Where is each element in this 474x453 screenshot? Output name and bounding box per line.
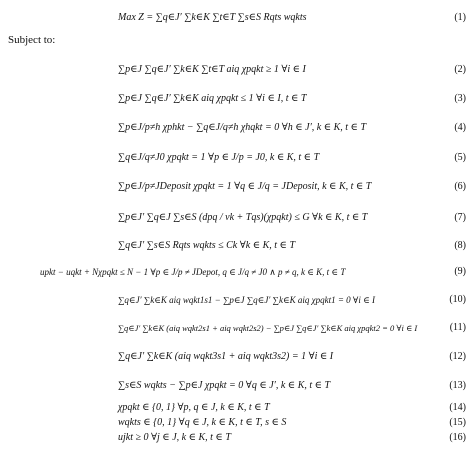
equation-text: ∑s∈S wqkts − ∑p∈J χpqkt = 0 ∀q ∈ J′, k ∈ K, t ∈ T — [118, 380, 331, 391]
equation-number: (2) — [454, 64, 466, 75]
equation-number: (10) — [449, 294, 466, 305]
equation-number: (13) — [449, 380, 466, 391]
constraint-equation — [0, 266, 474, 278]
equation-number: (15) — [449, 417, 466, 428]
equation-number: (8) — [454, 240, 466, 251]
equation-number: (1) — [454, 12, 466, 23]
equation-text: upkt − uqkt + Nχpqkt ≤ N − 1 ∀p ∈ J/p ≠ JDepot, q ∈ J/q ≠ J0 ∧ p ≠ q, k ∈ K, t ∈ T — [40, 267, 346, 277]
equation-text: ∑p∈J/p≠JDeposit χpqkt = 1 ∀q ∈ J/q = JDeposit, k ∈ K, t ∈ T — [118, 181, 372, 192]
constraint-equation — [0, 294, 474, 306]
constraint-equation — [0, 351, 474, 363]
equation-text: ∑q∈J/q≠J0 χpqkt = 1 ∀p ∈ J/p = J0, k ∈ K, t ∈ T — [118, 152, 320, 163]
constraint-equation — [0, 322, 474, 334]
equation-number: (9) — [454, 266, 466, 277]
constraint-equation — [0, 93, 474, 105]
equation-number: (3) — [454, 93, 466, 104]
subject-to-label: Subject to: — [8, 34, 56, 46]
equation-number: (16) — [449, 432, 466, 443]
constraint-equation — [0, 402, 474, 414]
equation-text: χpqkt ∈ {0, 1} ∀p, q ∈ J, k ∈ K, t ∈ T — [118, 402, 270, 413]
equation-text: ∑q∈J′ ∑k∈K (aiq wqkt3s1 + aiq wqkt3s2) = 1 ∀i ∈ I — [118, 351, 334, 362]
objective-equation — [0, 12, 474, 24]
constraint-equation — [0, 152, 474, 164]
equation-number: (11) — [449, 322, 466, 333]
equation-number: (5) — [454, 152, 466, 163]
constraint-equation — [0, 380, 474, 392]
equation-number: (4) — [454, 122, 466, 133]
constraint-equation — [0, 240, 474, 252]
equation-text: ∑q∈J′ ∑k∈K (aiq wqkt2s1 + aiq wqkt2s2) − ∑p∈J ∑q∈J′ ∑k∈K aiq χpqkt2 = 0 ∀i ∈ I — [118, 323, 418, 333]
constraint-equation — [0, 64, 474, 76]
equation-text: ∑q∈J′ ∑s∈S Rqts wqkts ≤ Ck ∀k ∈ K, t ∈ T — [118, 240, 296, 251]
constraint-equation — [0, 181, 474, 193]
equation-text: ujkt ≥ 0 ∀j ∈ J, k ∈ K, t ∈ T — [118, 432, 231, 443]
equation-number: (14) — [449, 402, 466, 413]
constraint-equation — [0, 417, 474, 429]
equation-text: Max Z = ∑q∈J′ ∑k∈K ∑t∈T ∑s∈S Rqts wqkts — [118, 12, 307, 23]
equation-text: ∑p∈J ∑q∈J′ ∑k∈K aiq χpqkt ≤ 1 ∀i ∈ I, t ∈ T — [118, 93, 307, 104]
equation-text: ∑p∈J/p≠h χphkt − ∑q∈J/q≠h χhqkt = 0 ∀h ∈ J′, k ∈ K, t ∈ T — [118, 122, 367, 133]
equation-text: wqkts ∈ {0, 1} ∀q ∈ J, k ∈ K, t ∈ T, s ∈ S — [118, 417, 287, 428]
equation-number: (7) — [454, 212, 466, 223]
equation-number: (12) — [449, 351, 466, 362]
equation-number: (6) — [454, 181, 466, 192]
constraint-equation — [0, 122, 474, 134]
constraint-equation — [0, 212, 474, 224]
equation-text: ∑p∈J ∑q∈J′ ∑k∈K ∑t∈T aiq χpqkt ≥ 1 ∀i ∈ I — [118, 64, 306, 75]
equation-text: ∑p∈J′ ∑q∈J ∑s∈S (dpq / vk + Tqs)(χpqkt) ≤ G ∀k ∈ K, t ∈ T — [118, 212, 368, 223]
equation-text: ∑q∈J′ ∑k∈K aiq wqkt1s1 − ∑p∈J ∑q∈J′ ∑k∈K aiq χpqkt1 = 0 ∀i ∈ I — [118, 295, 376, 305]
constraint-equation — [0, 432, 474, 444]
